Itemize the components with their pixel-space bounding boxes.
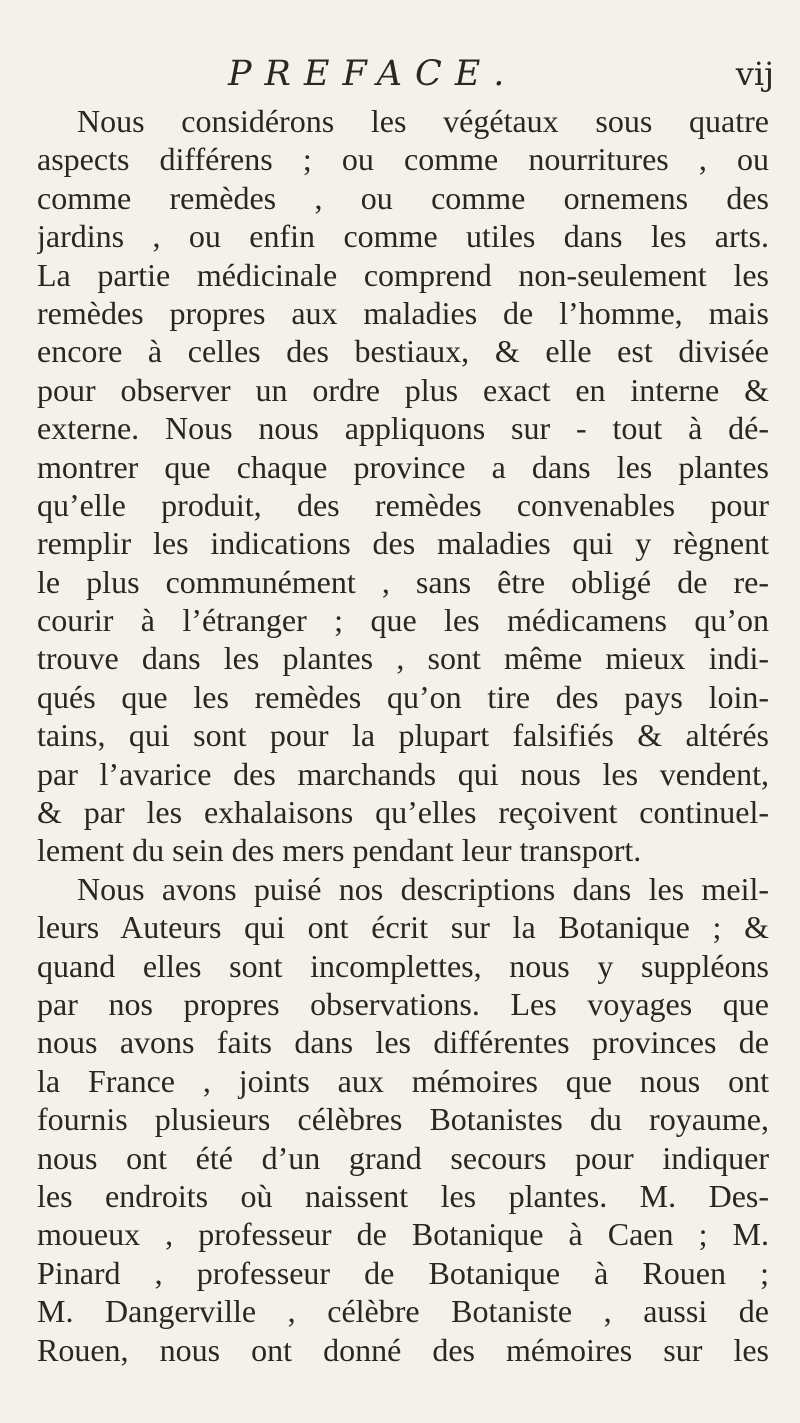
text-line: Nous considérons les végétaux sous quatre — [77, 103, 769, 139]
text-line: par nos propres observations. Les voyages que — [37, 985, 769, 1022]
text-line: externe. Nous nous appliquons sur - tout à dé- — [37, 410, 769, 447]
text-line: & par les exhalaisons qu’elles reçoivent continuel- — [37, 794, 769, 831]
text-line: trouve dans les plantes , sont même mieux indi- — [37, 640, 769, 677]
text-line: M. Dangerville , célèbre Botaniste , aussi de — [37, 1293, 769, 1330]
text-line: le plus communément , sans être obligé de re- — [37, 563, 769, 600]
text-line: quand elles sont incomplettes, nous y suppléons — [37, 947, 769, 984]
text-line: lement du sein des mers pendant leur transport. — [37, 832, 642, 869]
text-line: moueux , professeur de Botanique à Caen ; M. — [37, 1216, 769, 1253]
text-line: Pinard , professeur de Botanique à Rouen ; — [37, 1254, 769, 1291]
text-line: nous avons faits dans les différentes provinces de — [37, 1024, 769, 1061]
paragraph-1 — [37, 102, 769, 870]
text-line: jardins , ou enfin comme utiles dans les arts. — [37, 218, 769, 255]
text-line: qués que les remèdes qu’on tire des pays loin- — [37, 678, 769, 715]
text-line: les endroits où naissent les plantes. M. Des- — [37, 1177, 769, 1214]
text-line: comme remèdes , ou comme ornemens des — [37, 179, 769, 216]
text-line: La partie médicinale comprend non-seulement les — [37, 256, 769, 293]
text-line: courir à l’étranger ; que les médicamens qu’on — [37, 602, 769, 639]
text-line: leurs Auteurs qui ont écrit sur la Botanique ; & — [37, 909, 769, 946]
text-line: fournis plusieurs célèbres Botanistes du royaume, — [37, 1101, 769, 1138]
text-line: remèdes propres aux maladies de l’homme, mais — [37, 294, 769, 331]
page-number: vij — [735, 55, 774, 93]
text-line: Nous avons puisé nos descriptions dans les meil- — [77, 870, 769, 907]
text-line: la France , joints aux mémoires que nous ont — [37, 1062, 769, 1099]
text-line: nous ont été d’un grand secours pour indiquer — [37, 1139, 769, 1176]
body-text — [37, 102, 769, 1369]
text-line: tains, qui sont pour la plupart falsifiés & altérés — [37, 717, 769, 754]
text-line: Rouen, nous ont donné des mémoires sur les — [37, 1331, 769, 1368]
text-line: par l’avarice des marchands qui nous les vendent, — [37, 755, 769, 792]
text-line: aspects différens ; ou comme nourritures , ou — [37, 141, 769, 178]
text-line: pour observer un ordre plus exact en interne & — [37, 371, 769, 408]
text-line: montrer que chaque province a dans les plantes — [37, 448, 769, 485]
running-head — [0, 48, 800, 100]
text-line: remplir les indications des maladies qui y règnent — [37, 525, 769, 562]
paragraph-2 — [37, 870, 769, 1369]
text-line: qu’elle produit, des remèdes convenables pour — [37, 486, 769, 523]
text-line: encore à celles des bestiaux, & elle est divisée — [37, 333, 769, 370]
header-title: PREFACE. — [228, 54, 518, 94]
